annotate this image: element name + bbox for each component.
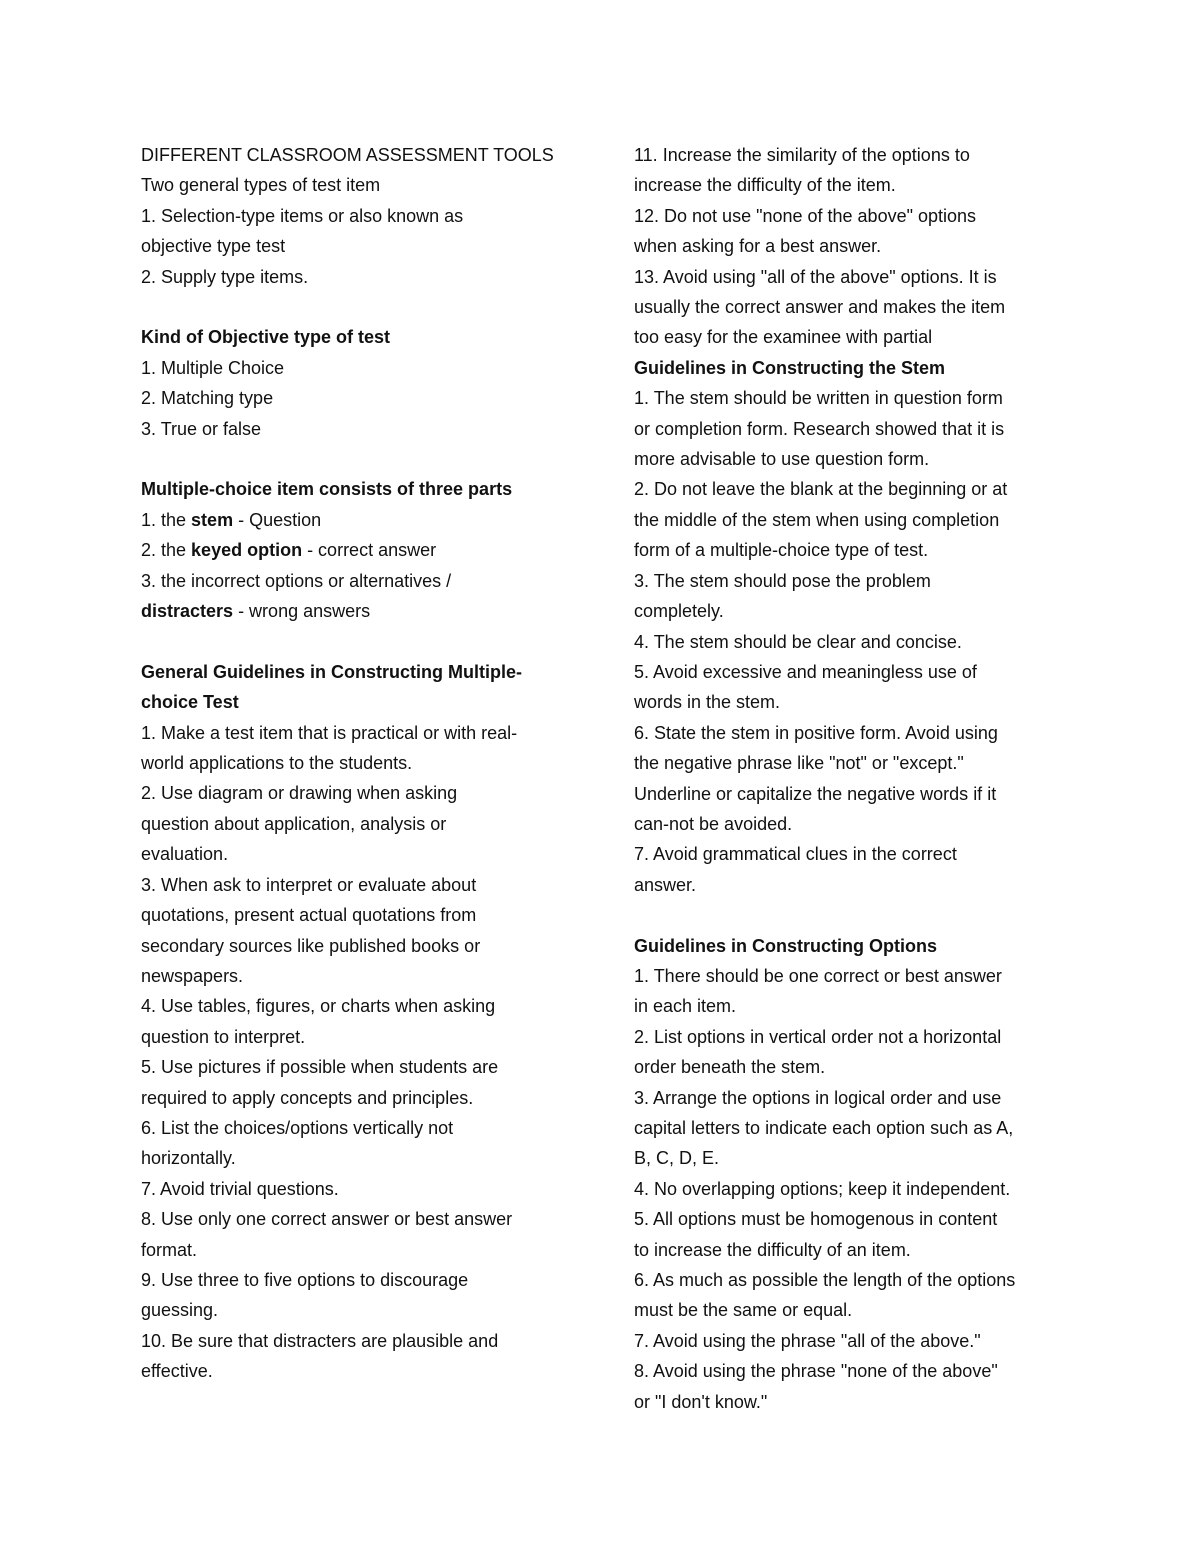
- guideline-line: 4. No overlapping options; keep it independent.: [634, 1178, 1011, 1199]
- type-line: 2. Supply type items.: [141, 266, 309, 287]
- guideline-line: 9. Use three to five options to discourage: [141, 1269, 469, 1290]
- guideline-line: or "I don't know.": [634, 1391, 768, 1412]
- guideline-line: horizontally.: [141, 1148, 236, 1169]
- guideline-line: 1. The stem should be written in question form: [634, 388, 1003, 409]
- general-heading-cont: choice Test: [141, 692, 239, 713]
- intro-line: Two general types of test item: [141, 175, 381, 196]
- guideline-line: world applications to the students.: [141, 753, 413, 774]
- guideline-line: 13. Avoid using "all of the above" options. It is: [634, 266, 997, 287]
- kind-heading: Kind of Objective type of test: [141, 327, 391, 348]
- guideline-line: 4. The stem should be clear and concise.: [634, 631, 962, 652]
- right-column: [634, 140, 1066, 1417]
- guideline-line: 10. Be sure that distracters are plausible and: [141, 1330, 499, 1351]
- guideline-line: 1. Make a test item that is practical or with real-: [141, 722, 518, 743]
- type-line: 1. Selection-type items or also known as: [141, 205, 464, 226]
- kind-item: 3. True or false: [141, 418, 262, 439]
- guideline-line: words in the stem.: [634, 692, 781, 713]
- guideline-line: Underline or capitalize the negative words if it: [634, 783, 997, 804]
- guideline-line: the middle of the stem when using completion: [634, 509, 1000, 530]
- guideline-line: quotations, present actual quotations from: [141, 905, 477, 926]
- part-keyword: distracters: [141, 601, 234, 622]
- blank-line: [634, 900, 1066, 930]
- guideline-line: 6. List the choices/options vertically not: [141, 1117, 454, 1138]
- kind-item: 2. Matching type: [141, 388, 274, 409]
- part-item-stem: [141, 505, 573, 535]
- guideline-line: in each item.: [634, 996, 737, 1017]
- blank-line: [141, 292, 573, 322]
- guideline-line: 1. There should be one correct or best answer: [634, 965, 1002, 986]
- options-guidelines-list: [634, 961, 1066, 1417]
- guideline-line: B, C, D, E.: [634, 1148, 720, 1169]
- guideline-line: more advisable to use question form.: [634, 449, 930, 470]
- type-line: objective type test: [141, 236, 286, 257]
- guideline-line: question to interpret.: [141, 1026, 306, 1047]
- part-item-distracters-cont: [141, 596, 573, 626]
- general-guidelines-list: [141, 718, 573, 1387]
- guideline-line: 6. State the stem in positive form. Avoid using: [634, 722, 998, 743]
- guideline-line: or completion form. Research showed that it is: [634, 418, 1005, 439]
- blank-line: [141, 444, 573, 474]
- guideline-line: usually the correct answer and makes the item: [634, 297, 1006, 318]
- guideline-line: format.: [141, 1239, 198, 1260]
- guideline-line: 5. Avoid excessive and meaningless use of: [634, 661, 977, 682]
- guideline-line: 7. Avoid using the phrase "all of the above.": [634, 1330, 981, 1351]
- blank-line: [141, 626, 573, 656]
- part-suffix: - correct answer: [302, 540, 437, 561]
- general-guidelines-continued: [634, 140, 1066, 353]
- guideline-line: to increase the difficulty of an item.: [634, 1239, 911, 1260]
- stem-guidelines-list: [634, 383, 1066, 900]
- part-suffix: - wrong answers: [233, 601, 371, 622]
- guideline-line: evaluation.: [141, 844, 229, 865]
- options-heading: Guidelines in Constructing Options: [634, 935, 938, 956]
- part-suffix: - Question: [233, 509, 322, 530]
- guideline-line: newspapers.: [141, 965, 244, 986]
- guideline-line: when asking for a best answer.: [634, 236, 882, 257]
- part-keyword: keyed option: [191, 540, 303, 561]
- guideline-line: 7. Avoid grammatical clues in the correct: [634, 844, 957, 865]
- guideline-line: 2. Use diagram or drawing when asking: [141, 783, 458, 804]
- guideline-line: guessing.: [141, 1300, 219, 1321]
- guideline-line: completely.: [634, 601, 724, 622]
- guideline-line: order beneath the stem.: [634, 1057, 826, 1078]
- part-keyword: stem: [191, 509, 234, 530]
- guideline-line: 12. Do not use "none of the above" options: [634, 205, 977, 226]
- guideline-line: 6. As much as possible the length of the options: [634, 1270, 1016, 1291]
- general-heading: General Guidelines in Constructing Multiple-: [141, 661, 523, 682]
- guideline-line: capital letters to indicate each option such as A,: [634, 1117, 1014, 1138]
- guideline-line: 2. Do not leave the blank at the beginning or at: [634, 479, 1008, 500]
- guideline-line: 5. All options must be homogenous in content: [634, 1209, 998, 1230]
- left-column: [141, 140, 573, 1387]
- parts-heading: Multiple-choice item consists of three parts: [141, 479, 513, 500]
- guideline-line: 8. Use only one correct answer or best answer: [141, 1209, 513, 1230]
- part-item-keyed-option: [141, 535, 573, 565]
- document-title: DIFFERENT CLASSROOM ASSESSMENT TOOLS: [141, 145, 554, 165]
- guideline-line: 2. List options in vertical order not a horizontal: [634, 1026, 1002, 1047]
- stem-heading: Guidelines in Constructing the Stem: [634, 357, 946, 378]
- guideline-line: answer.: [634, 874, 697, 895]
- guideline-line: 4. Use tables, figures, or charts when asking: [141, 996, 496, 1017]
- guideline-line: 8. Avoid using the phrase "none of the above": [634, 1361, 998, 1382]
- kind-item: 1. Multiple Choice: [141, 357, 285, 378]
- guideline-line: form of a multiple-choice type of test.: [634, 540, 929, 561]
- guideline-line: required to apply concepts and principles.: [141, 1087, 474, 1108]
- guideline-line: too easy for the examinee with partial: [634, 327, 933, 348]
- guideline-line: can-not be avoided.: [634, 813, 793, 834]
- part-prefix: 1. the: [141, 509, 192, 530]
- guideline-line: 3. Arrange the options in logical order and use: [634, 1087, 1002, 1108]
- part-item-distracters: 3. the incorrect options or alternatives /: [141, 570, 452, 591]
- guideline-line: the negative phrase like "not" or "except.": [634, 753, 964, 774]
- guideline-line: 11. Increase the similarity of the options to: [634, 145, 970, 165]
- guideline-line: 3. When ask to interpret or evaluate about: [141, 874, 477, 895]
- guideline-line: secondary sources like published books or: [141, 935, 481, 956]
- guideline-line: 3. The stem should pose the problem: [634, 570, 931, 591]
- guideline-line: 5. Use pictures if possible when students are: [141, 1057, 499, 1078]
- guideline-line: must be the same or equal.: [634, 1300, 853, 1321]
- guideline-line: effective.: [141, 1361, 213, 1382]
- guideline-line: 7. Avoid trivial questions.: [141, 1178, 339, 1199]
- part-prefix: 2. the: [141, 540, 192, 561]
- guideline-line: question about application, analysis or: [141, 813, 447, 834]
- guideline-line: increase the difficulty of the item.: [634, 175, 896, 196]
